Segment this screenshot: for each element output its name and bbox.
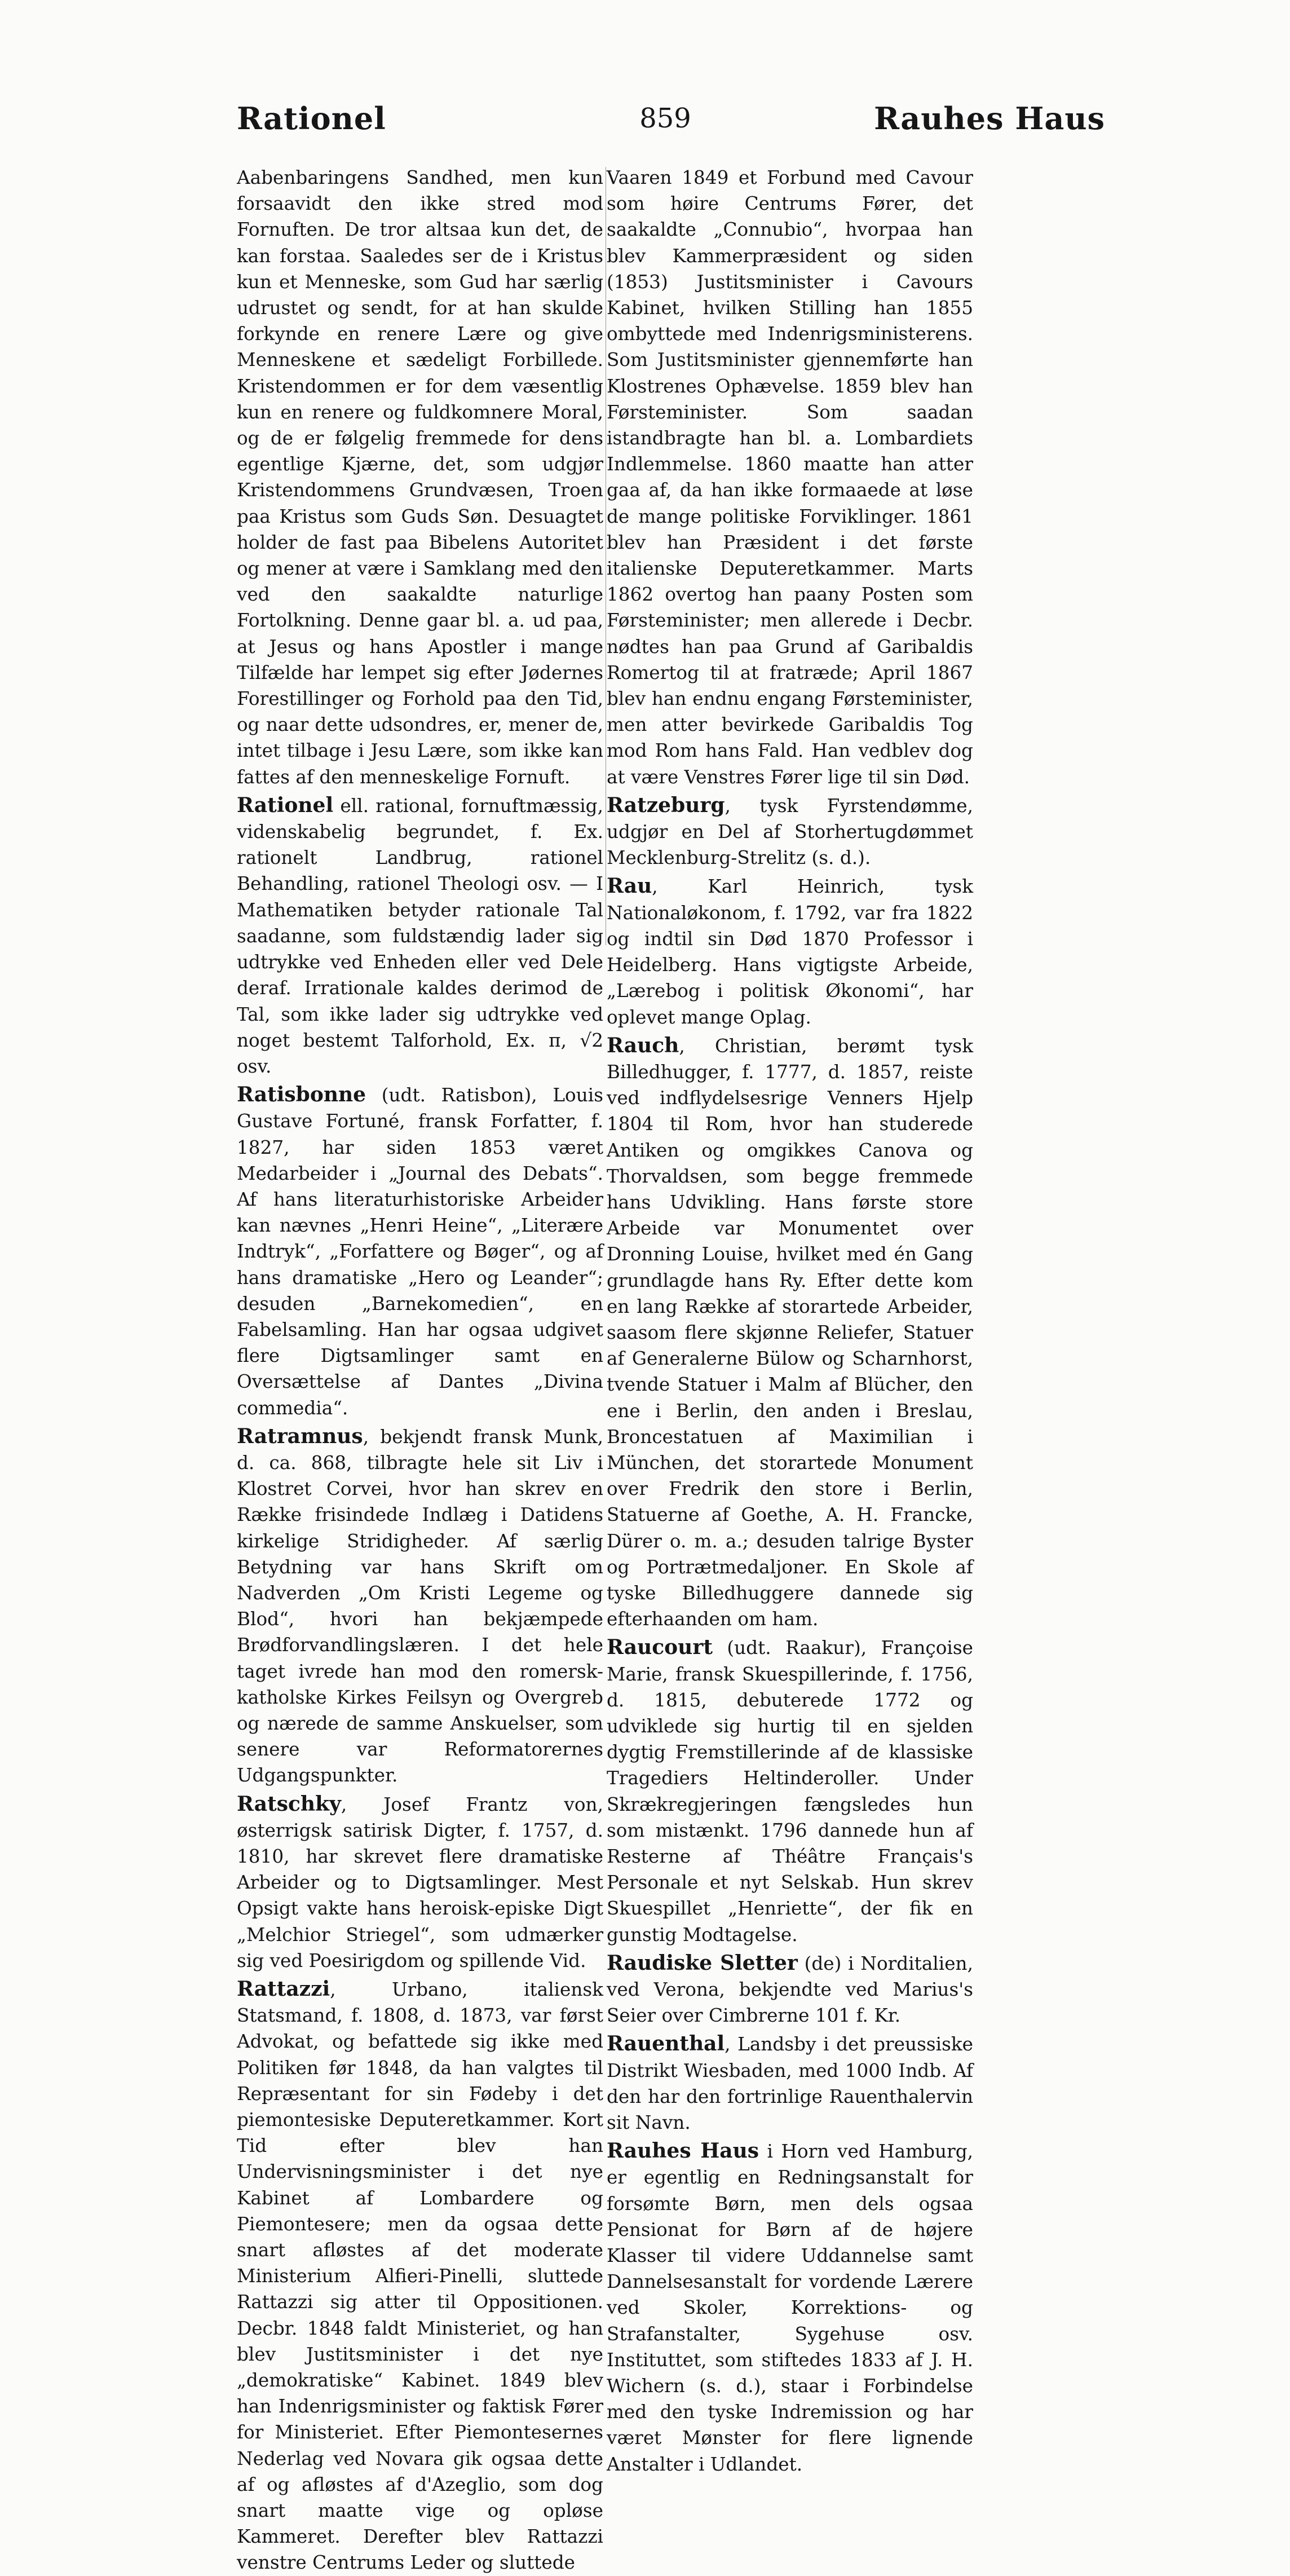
entry-headword: Rauch: [607, 1033, 679, 1057]
entry-headword: Raucourt: [607, 1635, 713, 1660]
entry-headword: Rationel: [237, 793, 334, 817]
entry-headword: Ratisbonne: [237, 1083, 366, 1107]
entry-text: , bekjendt fransk Munk, d. ca. 868, tilbragte hele sit Liv i Klostret Corvei, hvor han skrev en Række frisindede Indlæg i Datidens kirkelige Stridigheder. Af særlig Betydning var hans Skrift om Nadverden „Om Kristi Legeme og Blod“, hvori han bekjæmpede Brødforvandlingslæren. I det hele taget ivrede han mod den romersk-katholske Kirkes Feilsyn og Overgreb og nærede de samme Anskuelser, som senere var Reformatorernes Udgangspunkter.: [237, 1426, 603, 1787]
entry-text: , Karl Heinrich, tysk Nationaløkonom, f. 1792, var fra 1822 og indtil sin Død 1870 Professor i Heidelberg. Hans vigtigste Arbeide, „Lærebog i politisk Økonomi“, har oplevet mange Oplag.: [607, 876, 973, 1028]
entry-text: , tysk Fyrstendømme, udgjør en Del af Storhertugdømmet Mecklenburg-Strelitz (s. d.).: [607, 795, 973, 869]
entry-text: , Josef Frantz von, østerrigsk satirisk Digter, f. 1757, d. 1810, har skrevet flere dramatiske Arbeider og to Digtsamlinger. Mest Opsigt vakte hans heroisk-episke Digt „Melchior Striegel“, som udmærker sig ved Poesirigdom og spillende Vid.: [237, 1793, 603, 1971]
entry-rationel: [237, 792, 603, 1079]
entry-text: (udt. Ratisbon), Louis Gustave Fortuné, fransk Forfatter, f. 1827, har siden 1853 været Medarbeider i „Journal des Debats“. Af hans literaturhistoriske Arbeider kan nævnes „Henri Heine“, „Literære Indtryk“, „Forfattere og Bøger“, og af hans dramatiske „Hero og Leander“; desuden „Barnekomedien“, en Fabelsamling. Han har ogsaa udgivet flere Digtsamlinger samt en Oversættelse af Dantes „Divina commedia“.: [237, 1084, 604, 1419]
entry-text: Vaaren 1849 et Forbund med Cavour som høire Centrums Fører, det saakaldte „Connubio“, hvorpaa han blev Kammerpræsident og siden (1853) Justitsminister i Cavours Kabinet, hvilken Stilling han 1855 ombyttede med Indenrigsministerens. Som Justitsminister gjennemførte han Klostrenes Ophævelse. 1859 blev han Førsteminister. Som saadan istandbragte han bl. a. Lombardiets Indlemmelse. 1860 maatte han atter gaa af, da han ikke formaaede at løse de mange politiske Forviklinger. 1861 blev han Præsident i det første italienske Deputeretkammer. Marts 1862 overtog han paany Posten som Førsteminister; men allerede i Decbr. nødtes han paa Grund af Garibaldis Romertog til at fratræde; April 1867 blev han endnu engang Førsteminister, men atter bevirkede Garibaldis Tog mod Rom hans Fald. Han vedblev dog at være Venstres Fører lige til sin Død.: [607, 167, 973, 788]
entry-rauhes-haus: [607, 2138, 973, 2477]
entry-rattazzi: [237, 1976, 603, 2576]
entry-text: ell. rational, fornuftmæssig, videnskabelig begrundet, f. Ex. rationelt Landbrug, rationel Behandling, rationel Theologi osv. — I Mathematiken betyder rationale Tal saadanne, som fuldstændig lader sig udtrykke ved Enheden eller ved Dele deraf. Irrationale kaldes derimod de Tal, som ikke lader sig udtrykke ved noget bestemt Talforhold, Ex. π, √2 osv.: [237, 795, 603, 1077]
right-column: [607, 165, 973, 2477]
entry-ratisbonne: [237, 1082, 603, 1421]
entry-continuation: [607, 165, 973, 790]
entry-raudiske-sletter: [607, 1950, 973, 2029]
entry-text: , Landsby i det preussiske Distrikt Wiesbaden, med 1000 Indb. Af den har den fortrinlige Rauenthalervin sit Navn.: [607, 2034, 973, 2134]
entry-rauenthal: [607, 2031, 973, 2136]
entry-text: (udt. Raakur), Françoise Marie, fransk Skuespillerinde, f. 1756, d. 1815, debuterede 1772 og udviklede sig hurtig til en sjelden dygtig Fremstillerinde af de klassiske Tragediers Heltinderoller. Under Skrækregjeringen fængsledes hun som mistænkt. 1796 dannede hun af Resterne af Théâtre Français's Personale et nyt Selskab. Hun skrev Skuespillet „Henriette“, der fik en gunstig Modtagelse.: [607, 1637, 973, 1946]
entry-headword: Raudiske Sletter: [607, 1951, 798, 1975]
entry-text: , Urbano, italiensk Statsmand, f. 1808, d. 1873, var først Advokat, og befattede sig ikke med Politiken før 1848, da han valgtes til Repræsentant for sin Fødeby i det piemontesiske Deputeretkammer. Kort Tid efter blev han Undervisningsminister i det nye Kabinet af Lombardere og Piemontesere; men da ogsaa dette snart afløstes af det moderate Ministerium Alfieri-Pinelli, sluttede Rattazzi sig atter til Oppositionen. Decbr. 1848 faldt Ministeriet, og han blev Justitsminister i det nye „demokratiske“ Kabinet. 1849 blev han Indenrigsminister og faktisk Fører for Ministeriet. Efter Piemontesernes Nederlag ved Novara gik ogsaa dette af og afløstes af d'Azeglio, som dog snart maatte vige og opløse Kammeret. Derefter blev Rattazzi venstre Centrums Leder og sluttede: [237, 1979, 603, 2574]
page-number: 859: [639, 103, 691, 134]
header-left-word: Rationel: [237, 100, 386, 136]
entry-headword: Rattazzi: [237, 1977, 330, 2001]
entry-continuation: [237, 165, 603, 790]
entry-headword: Ratzeburg: [607, 793, 725, 817]
entry-rauch: [607, 1033, 973, 1633]
entry-headword: Rau: [607, 874, 652, 898]
entry-ratschky: [237, 1791, 603, 1974]
entry-ratzeburg: [607, 792, 973, 871]
entry-headword: Ratramnus: [237, 1424, 363, 1448]
entry-text: i Horn ved Hamburg, er egentlig en Redningsanstalt for forsømte Børn, men dels ogsaa Pensionat for Børn af de højere Klasser til videre Uddannelse samt Dannelsesanstalt for vordende Lærere ved Skoler, Korrektions- og Strafanstalter, Sygehuse osv. Instituttet, som stiftedes 1833 af J. H. Wichern (s. d.), staar i Forbindelse med den tyske Indremission og har været Mønster for flere lignende Anstalter i Udlandet.: [607, 2141, 974, 2475]
running-header: [220, 100, 1105, 151]
entry-text: , Christian, berømt tysk Billedhugger, f. 1777, d. 1857, reiste ved indflydelsesrige Venners Hjelp 1804 til Rom, hvor han studerede Antiken og omgikkes Canova og Thorvaldsen, som begge fremmede hans Udvikling. Hans første store Arbeide var Monumentet over Dronning Louise, hvilket med én Gang grundlagde hans Ry. Efter dette kom en lang Række af storartede Arbeider, saasom flere skjønne Reliefer, Statuer af Generalerne Bülow og Scharnhorst, tvende Statuer i Malm af Blücher, den ene i Berlin, den anden i Breslau, Broncestatuen af Maximilian i München, det storartede Monument over Fredrik den store i Berlin, Statuerne af Goethe, A. H. Francke, Dürer o. m. a.; desuden talrige Byster og Portrætmedaljoner. En Skole af tyske Billedhuggere dannede sig efterhaanden om ham.: [607, 1035, 973, 1630]
entry-rau: [607, 873, 973, 1030]
entry-headword: Ratschky: [237, 1792, 341, 1816]
entry-raucourt: [607, 1634, 973, 1947]
entry-text: (de) i Norditalien, ved Verona, bekjendte ved Marius's Seier over Cimbrerne 101 f. Kr.: [607, 1952, 974, 2027]
entry-ratramnus: [237, 1423, 603, 1789]
entry-text: Aabenbaringens Sandhed, men kun forsaavidt den ikke stred mod Fornuften. De tror altsaa kun det, de kan forstaa. Saaledes ser de i Kristus kun et Menneske, som Gud har særlig udrustet og sendt, for at han skulde forkynde en renere Lære og give Menneskene et sædeligt Forbillede. Kristendommen er for dem væsentlig kun en renere og fuldkomnere Moral, og de er følgelig fremmede for dens egentlige Kjærne, det, som udgjør Kristendommens Grundvæsen, Troen paa Kristus som Guds Søn. Desuagtet holder de fast paa Bibelens Autoritet og mener at være i Samklang med den ved den saakaldte naturlige Fortolkning. Denne gaar bl. a. ud paa, at Jesus og hans Apostler i mange Tilfælde har lempet sig efter Jødernes Forestillinger og Forhold paa den Tid, og naar dette udsondres, er, mener de, intet tilbage i Jesu Lære, som ikke kan fattes af den menneskelige Fornuft.: [237, 167, 603, 788]
left-column: [237, 165, 603, 2576]
header-right-word: Rauhes Haus: [874, 100, 1105, 136]
entry-headword: Rauhes Haus: [607, 2139, 759, 2163]
entry-headword: Rauenthal: [607, 2032, 725, 2056]
